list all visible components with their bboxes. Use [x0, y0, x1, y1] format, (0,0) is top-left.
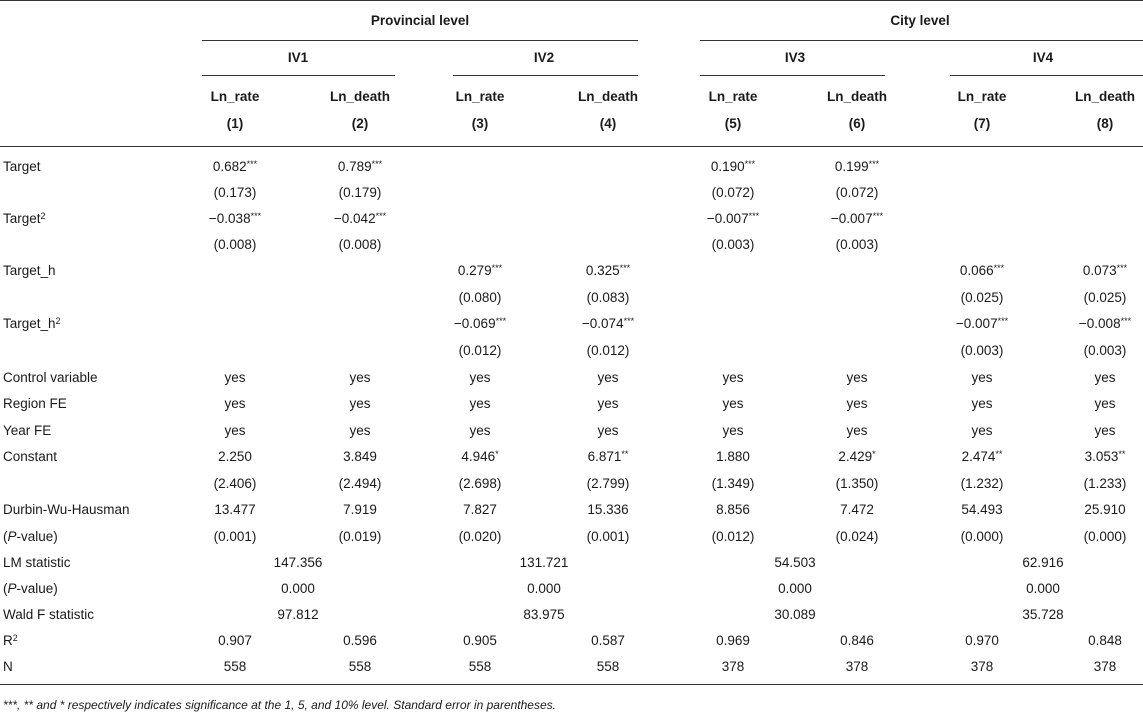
row-label: (P-value) — [3, 581, 58, 596]
table-cell: yes — [1094, 396, 1116, 411]
table-cell: −0.007*** — [955, 316, 1009, 331]
table-cell: (2.494) — [338, 476, 382, 491]
table-cell: (0.083) — [586, 290, 630, 305]
table-cell: 0.199*** — [834, 159, 880, 174]
table-cell: (0.008) — [338, 237, 382, 252]
table-cell: (0.173) — [213, 185, 257, 200]
table-cell: (2.698) — [458, 476, 502, 491]
table-cell: 7.472 — [840, 502, 874, 517]
column-number: (6) — [848, 116, 866, 131]
merged-cell: 30.089 — [774, 607, 816, 622]
table-cell: 378 — [721, 659, 745, 674]
table-cell: (0.025) — [1083, 290, 1127, 305]
table-cell: (0.000) — [960, 529, 1004, 544]
iv-header-4: IV4 — [1032, 50, 1054, 65]
iv2-rule — [453, 75, 638, 76]
group-header-2: City level — [890, 13, 950, 28]
table-cell: yes — [469, 370, 491, 385]
table-cell: (0.003) — [835, 237, 879, 252]
table-cell: −0.007*** — [830, 211, 884, 226]
table-cell: (0.003) — [711, 237, 755, 252]
header-bottom-rule — [0, 146, 1143, 147]
table-cell: 0.073*** — [1082, 263, 1128, 278]
table-cell: (0.179) — [338, 185, 382, 200]
iv1-rule — [202, 75, 395, 76]
table-cell: 0.969 — [716, 633, 750, 648]
column-number: (4) — [599, 116, 617, 131]
row-label: $R^2$ — [3, 633, 18, 648]
table-cell: 13.477 — [214, 502, 256, 517]
row-label: Control variable — [3, 370, 98, 385]
table-cell: 0.848 — [1088, 633, 1122, 648]
table-cell: 3.053** — [1084, 449, 1126, 464]
depvar-header: Ln_rate — [210, 89, 260, 104]
table-cell: 0.789*** — [337, 159, 383, 174]
table-cell: yes — [971, 396, 993, 411]
column-number: (1) — [226, 116, 244, 131]
table-cell: 8.856 — [716, 502, 750, 517]
iv-header-2: IV2 — [533, 50, 555, 65]
table-cell: 0.190*** — [710, 159, 756, 174]
depvar-header: Ln_death — [577, 89, 639, 104]
merged-cell: 0.000 — [778, 581, 812, 596]
table-cell: yes — [469, 396, 491, 411]
table-cell: −0.007*** — [706, 211, 760, 226]
iv-header-3: IV3 — [784, 50, 806, 65]
table-cell: yes — [722, 370, 744, 385]
depvar-header: Ln_death — [329, 89, 391, 104]
table-cell: −0.008*** — [1078, 316, 1132, 331]
table-cell: yes — [846, 370, 868, 385]
merged-cell: 54.503 — [774, 555, 816, 570]
table-cell: yes — [349, 396, 371, 411]
table-cell: yes — [349, 370, 371, 385]
row-label: (P-value) — [3, 529, 58, 544]
table-cell: 558 — [223, 659, 247, 674]
iv-header-1: IV1 — [287, 50, 309, 65]
table-cell: yes — [224, 423, 246, 438]
row-label: N — [3, 659, 13, 674]
iv4-rule — [950, 75, 1143, 76]
table-cell: (2.799) — [586, 476, 630, 491]
table-cell: yes — [349, 423, 371, 438]
provincial-rule — [202, 40, 638, 41]
row-label: Region FE — [3, 396, 67, 411]
table-cell: yes — [1094, 370, 1116, 385]
table-cell: yes — [1094, 423, 1116, 438]
table-cell: 0.279*** — [457, 263, 503, 278]
table-cell: 2.429* — [838, 449, 876, 464]
footnote: ***, ** and * respectively indicates significance at the 1, 5, and 10% level. Standard error in parentheses. — [3, 698, 556, 712]
row-label: $Target\_h^2$ — [3, 316, 61, 331]
table-cell: yes — [722, 396, 744, 411]
table-cell: −0.038*** — [208, 211, 262, 226]
table-cell: (0.003) — [960, 343, 1004, 358]
table-cell: 7.919 — [343, 502, 377, 517]
table-cell: 0.846 — [840, 633, 874, 648]
table-cell: (0.003) — [1083, 343, 1127, 358]
row-label: Durbin-Wu-Hausman — [3, 502, 130, 517]
table-cell: 0.596 — [343, 633, 377, 648]
table-cell: 2.250 — [218, 449, 252, 464]
merged-cell: 147.356 — [273, 555, 323, 570]
table-cell: 2.474** — [961, 449, 1003, 464]
row-label: Year FE — [3, 423, 52, 438]
merged-cell: 0.000 — [281, 581, 315, 596]
table-cell: (1.233) — [1083, 476, 1127, 491]
table-cell: 25.910 — [1084, 502, 1126, 517]
table-cell: (0.001) — [213, 529, 257, 544]
table-cell: (1.350) — [835, 476, 879, 491]
table-cell: (0.001) — [586, 529, 630, 544]
depvar-header: Ln_rate — [708, 89, 758, 104]
table-cell: 558 — [468, 659, 492, 674]
table-cell: −0.069*** — [453, 316, 507, 331]
table-cell: (1.349) — [711, 476, 755, 491]
table-cell: 0.587 — [591, 633, 625, 648]
table-cell: 0.066*** — [959, 263, 1005, 278]
column-number: (2) — [351, 116, 369, 131]
table-cell: −0.074*** — [581, 316, 635, 331]
column-number: (8) — [1096, 116, 1114, 131]
merged-cell: 0.000 — [527, 581, 561, 596]
table-cell: 4.946* — [461, 449, 499, 464]
table-cell: (0.012) — [458, 343, 502, 358]
merged-cell: 131.721 — [519, 555, 569, 570]
bottom-rule — [0, 684, 1143, 685]
table-cell: yes — [971, 370, 993, 385]
table-cell: (0.025) — [960, 290, 1004, 305]
table-cell: 0.682*** — [212, 159, 258, 174]
table-cell: (0.012) — [586, 343, 630, 358]
table-cell: yes — [597, 370, 619, 385]
table-cell: 558 — [596, 659, 620, 674]
table-cell: yes — [597, 423, 619, 438]
row-label: Target_h — [3, 263, 56, 278]
table-cell: 0.325*** — [585, 263, 631, 278]
merged-cell: 62.916 — [1022, 555, 1064, 570]
table-cell: 378 — [970, 659, 994, 674]
merged-cell: 35.728 — [1022, 607, 1064, 622]
top-rule — [0, 0, 1143, 1]
table-cell: 378 — [845, 659, 869, 674]
merged-cell: 0.000 — [1026, 581, 1060, 596]
row-label: Target$^2$ — [3, 211, 46, 226]
column-number: (5) — [724, 116, 742, 131]
depvar-header: Ln_death — [826, 89, 888, 104]
table-cell: yes — [597, 396, 619, 411]
table-cell: (0.024) — [835, 529, 879, 544]
table-cell: 0.905 — [463, 633, 497, 648]
table-cell: (0.072) — [711, 185, 755, 200]
iv3-rule — [700, 75, 885, 76]
table-cell: yes — [971, 423, 993, 438]
row-label: Wald F statistic — [3, 607, 95, 622]
row-label: Constant — [3, 449, 58, 464]
table-cell: (0.012) — [711, 529, 755, 544]
table-cell: 378 — [1093, 659, 1117, 674]
table-cell: −0.042*** — [333, 211, 387, 226]
table-cell: yes — [224, 396, 246, 411]
table-cell: (0.072) — [835, 185, 879, 200]
table-cell: yes — [224, 370, 246, 385]
table-cell: 54.493 — [961, 502, 1003, 517]
merged-cell: 97.812 — [277, 607, 319, 622]
table-cell: 558 — [348, 659, 372, 674]
group-header-1: Provincial level — [370, 13, 470, 28]
table-cell: 6.871** — [587, 449, 629, 464]
row-label: LM statistic — [3, 555, 71, 570]
table-cell: 0.970 — [965, 633, 999, 648]
table-cell: yes — [722, 423, 744, 438]
merged-cell: 83.975 — [523, 607, 565, 622]
row-label: Target — [3, 159, 41, 174]
table-cell: (0.000) — [1083, 529, 1127, 544]
table-cell: 1.880 — [716, 449, 750, 464]
depvar-header: Ln_rate — [957, 89, 1007, 104]
table-cell: (0.019) — [338, 529, 382, 544]
table-cell: 15.336 — [587, 502, 629, 517]
table-cell: (1.232) — [960, 476, 1004, 491]
table-cell: (2.406) — [213, 476, 257, 491]
depvar-header: Ln_rate — [455, 89, 505, 104]
column-number: (7) — [973, 116, 991, 131]
table-cell: (0.008) — [213, 237, 257, 252]
column-number: (3) — [471, 116, 489, 131]
table-cell: (0.080) — [458, 290, 502, 305]
depvar-header: Ln_death — [1074, 89, 1136, 104]
table-cell: (0.020) — [458, 529, 502, 544]
table-cell: yes — [846, 423, 868, 438]
table-cell: 7.827 — [463, 502, 497, 517]
table-cell: yes — [846, 396, 868, 411]
table-cell: 3.849 — [343, 449, 377, 464]
table-cell: yes — [469, 423, 491, 438]
table-cell: 0.907 — [218, 633, 252, 648]
city-rule — [700, 40, 1143, 41]
